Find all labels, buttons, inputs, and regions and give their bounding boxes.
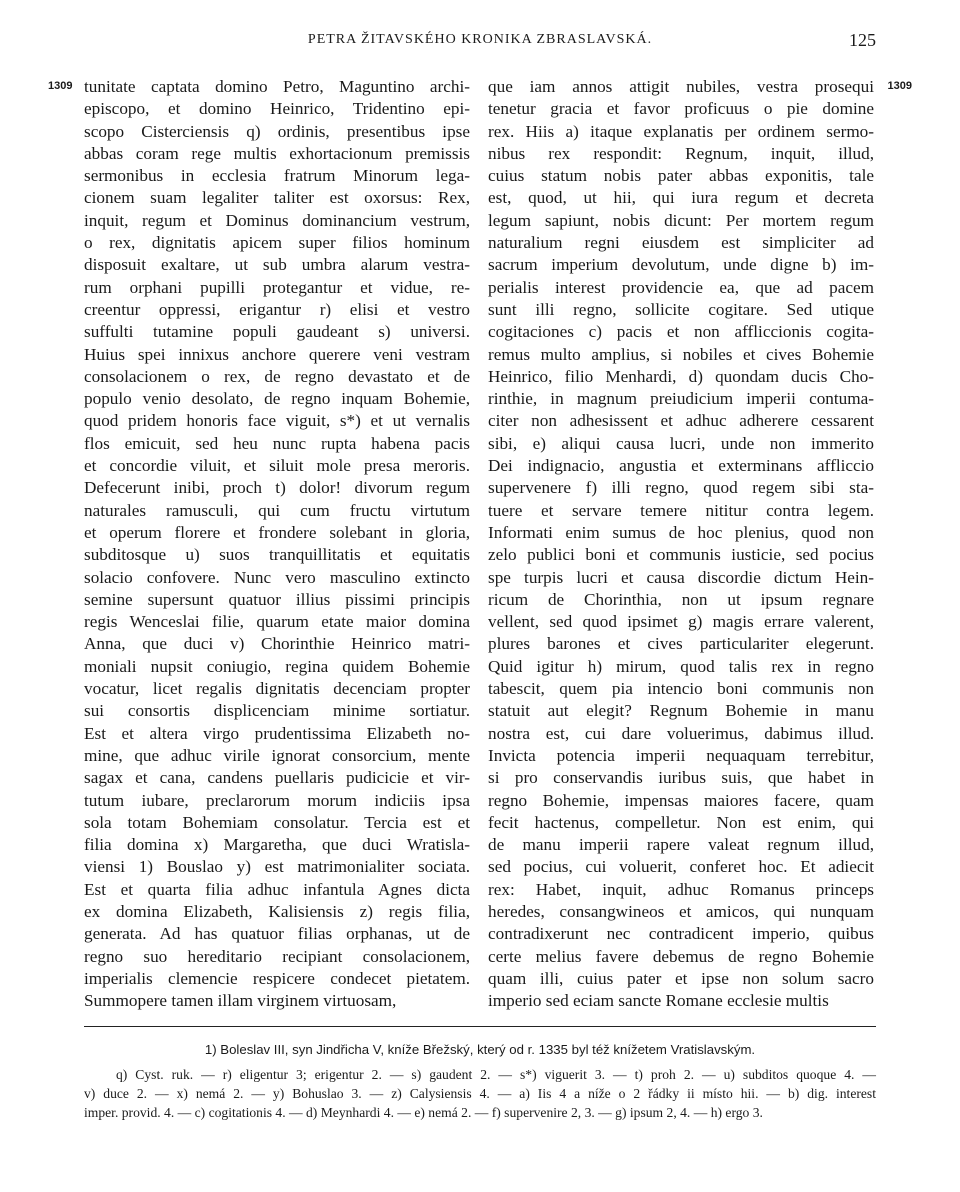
text-line: nostra est, cui dare voluerimus, dabimus illud. [488,723,874,743]
text-line: sibi, e) aliqui causa lucri, unde non immerito [488,433,874,453]
footnote-variants-line: imper. provid. 4. — c) cogitationis 4. — d) Meynhardi 4. — e) nemá 2. — f) supervenire 2, 3. — g) ipsum 2, 4. — h) ergo 3. [84,1105,763,1120]
text-line: subditosque u) suos tranquillitatis et equitatis [84,545,470,565]
text-line: filia domina x) Margaretha, que duci Wratisla- [84,835,470,855]
footnote-author: 1) Boleslav III, syn Jindřicha V, kníže Břežský, který od r. 1335 byl též knížetem Vratislavským. [204,1042,756,1057]
text-line: creentur oppressi, erigantur r) elisi et vestro [84,299,470,319]
text-line: generata. Ad has quatuor filias orphanas, ut de [84,924,470,944]
text-line: suffulti tutamine populi gaudeant s) universi. [84,322,470,342]
text-line: et concordie viluit, et siluit mole presa meroris. [84,456,470,476]
text-line: zelo publici boni et communis iusticie, sed pocius [488,545,874,565]
page-header [84,32,876,56]
margin-year-left: 1309 [48,80,73,92]
text-line: abbas coram rege multis exhortacionum premissis [84,143,470,163]
text-line: plures barones et cives particulariter elegerunt. [488,634,874,654]
text-line: Summopere tamen illam virginem virtuosam, [84,991,397,1011]
text-line: spe turpis lucri et causa discordie dictum Hein- [488,567,874,587]
text-line: Est et altera virgo prudentissima Elizabeth no- [84,723,470,743]
text-line: naturalium regni eiusdem est simpliciter ad [488,233,874,253]
text-line: fecit hactenus, compelletur. Non est enim, qui [488,812,874,832]
text-line: Dei indignacio, angustia et exterminans affliccio [488,456,874,476]
text-line: Heinrico, filio Menhardi, d) quondam ducis Cho- [488,366,874,386]
text-line: sunt illi regno, sollicite cogitare. Sed utique [488,299,874,319]
text-line: tabescit, quem pia intencio boni communis non [488,679,874,699]
running-title: PETRA ŽITAVSKÉHO KRONIKA ZBRASLAVSKÁ. [307,32,653,47]
text-line: vocatur, licet regalis dignitatis decenciam propter [84,679,470,699]
text-line: Invicta potencia imperii nequaquam terrebitur, [488,745,874,765]
text-line: cogitaciones c) pacis et non affliccionis cogita- [488,322,874,342]
text-line: o rex, dignitatis apicem super filios hominum [84,233,470,253]
text-line: sed pocius, cui voluerit, conferet hoc. Et adiecit [488,857,874,877]
text-line: Est et quarta filia adhuc infantula Agnes dicta [84,879,470,899]
text-line: viensi 1) Bouslao y) est matrimonialiter sociata. [84,857,470,877]
text-line: inquit, regum et Dominus dominancium vestrum, [84,210,470,230]
text-line: tuere et servare temere nititur contra legem. [488,500,874,520]
text-line: rum orphani pupilli protegantur et vidue, re- [84,277,470,297]
text-line: statuit aut elegit? Regnum Bohemie in manu [488,701,874,721]
text-line: ricum de Chorinthia, non ut ipsum regnare [488,589,874,609]
text-line: rex. Hiis a) itaque explanatis per ordinem sermo- [488,121,874,141]
text-line: tenetur gracia et favor proficuus o pie domine [488,99,874,119]
text-line: sui consortis displicenciam minime sortiatur. [84,701,470,721]
text-line: ex domina Elizabeth, Kalisiensis z) regis filia, [84,901,470,921]
text-line: legum sapiunt, nobis dicunt: Per mortem regum [488,210,874,230]
text-line: sagax et cana, candens puellaris pudicicie et vir- [84,768,470,788]
right-text-column [488,76,874,1012]
footnote-variants-line: q) Cyst. ruk. — r) eligentur 3; erigentur 2. — s) gaudent 2. — s*) viguerit 3. — t) proh 2. — u) subditos quoque 4. — [116,1067,876,1082]
text-line: nibus rex respondit: Regnum, inquit, illud, [488,143,874,163]
text-line: remus multo amplius, si nobiles et cives Bohemie [488,344,874,364]
text-line: rinthie, in magnum preiudicium imperii contuma- [488,389,874,409]
text-line: tutum iubare, preclarorum morum indiciis ipsa [84,790,470,810]
text-line: semine supersunt quatuor illius pissimi principis [84,589,470,609]
text-line: scopo Cisterciensis q) ordinis, presentibus ipse [84,121,470,141]
text-line: imperio sed eciam sancte Romane ecclesie multis [488,991,829,1011]
footnotes [84,1040,876,1122]
text-line: certe melius favere debemus de regno Bohemie [488,946,874,966]
text-line: disposuit exaltare, ut sub umbra alarum vestra- [84,255,470,275]
left-text-column [84,76,470,1012]
text-line: sermonibus in ecclesia fratrum Minorum lega- [84,166,470,186]
text-line: rex: Habet, inquit, adhuc Romanus princeps [488,879,874,899]
text-line: est, quod, ut hii, qui iura regum et decreta [488,188,874,208]
text-line: quam illi, cuius pater et ipse non solum sacro [488,968,874,988]
text-line: Huius spei innixus anchore querere veni vestram [84,344,470,364]
text-line: tunitate captata domino Petro, Maguntino archi- [84,77,470,96]
text-line: regno suo hereditario recipiant consolacionem, [84,946,470,966]
text-line: regis Wenceslai filie, quarum etate maior domina [84,612,470,632]
text-line: flos emicuit, sed heu nunc rupta habena pacis [84,433,470,453]
text-line: perialis interest providencie ea, que ad pacem [488,277,874,297]
text-line: Anna, que duci v) Chorinthie Heinrico matri- [84,634,470,654]
text-line: sola totam Bohemiam consolatur. Tercia est et [84,812,470,832]
text-line: cuius statum nobis pater abbas exponitis, tale [488,166,874,186]
footnote-divider [84,1026,876,1027]
text-line: mine, que adhuc virile ignorat consorcium, mente [84,745,470,765]
text-line: citer non adhesissent et adhuc adherere cessarent [488,411,874,431]
text-line: sacrum imperium devolutum, unde digne b) im- [488,255,874,275]
text-line: cionem suam legaliter taliter est oxorsus: Rex, [84,188,470,208]
text-line: et operum florere et frondere solebant in gloria, [84,522,470,542]
text-line: quod pridem honoris face viguit, s*) et ut vernalis [84,411,470,431]
text-line: imperialis clemencie respicere condecet pietatem. [84,968,470,988]
text-line: regno Bohemie, impensas maiores facere, quam [488,790,874,810]
text-line: populo venio desolato, de regno inquam Bohemie, [84,389,470,409]
text-line: heredes, consangwineos et amicos, qui nunquam [488,901,874,921]
text-line: Quid igitur h) mirum, quod talis rex in regno [488,656,874,676]
text-line: episcopo, et domino Heinrico, Tridentino epi- [84,99,470,119]
text-line: que iam annos attigit nubiles, vestra prosequi [488,77,874,96]
text-line: Defecerunt inibi, proch t) dolor! divorum regum [84,478,470,498]
text-line: solacio confovere. Nunc vero masculino extincto [84,567,470,587]
text-line: vellent, sed quod ipsimet g) magis errare valerent, [488,612,874,632]
text-line: si pro conservandis iuribus suis, que habet in [488,768,874,788]
footnote-variants-line: v) duce 2. — x) nemá 2. — y) Bohuslao 3. — z) Calysiensis 4. — a) Iis 4 a níže o 2 řádky ii místo hii. — b) dig. interest [84,1086,876,1101]
margin-year-right: 1309 [887,80,912,92]
text-line: consolacionem o rex, de regno devastato et de [84,366,470,386]
text-line: moniali nupsit coniugio, regina quidem Bohemie [84,656,470,676]
text-line: de manu imperii rapere valeat regnum illud, [488,835,874,855]
text-line: naturales ramusculi, qui cum fructu virtutum [84,500,470,520]
text-line: Informati enim sumus de hoc plenius, quod non [488,522,874,542]
text-line: contradixerunt nec contradicent imperio, quibus [488,924,874,944]
page-number: 125 [849,30,876,50]
text-line: supervenere f) illi regno, quod regem sibi sta- [488,478,874,498]
